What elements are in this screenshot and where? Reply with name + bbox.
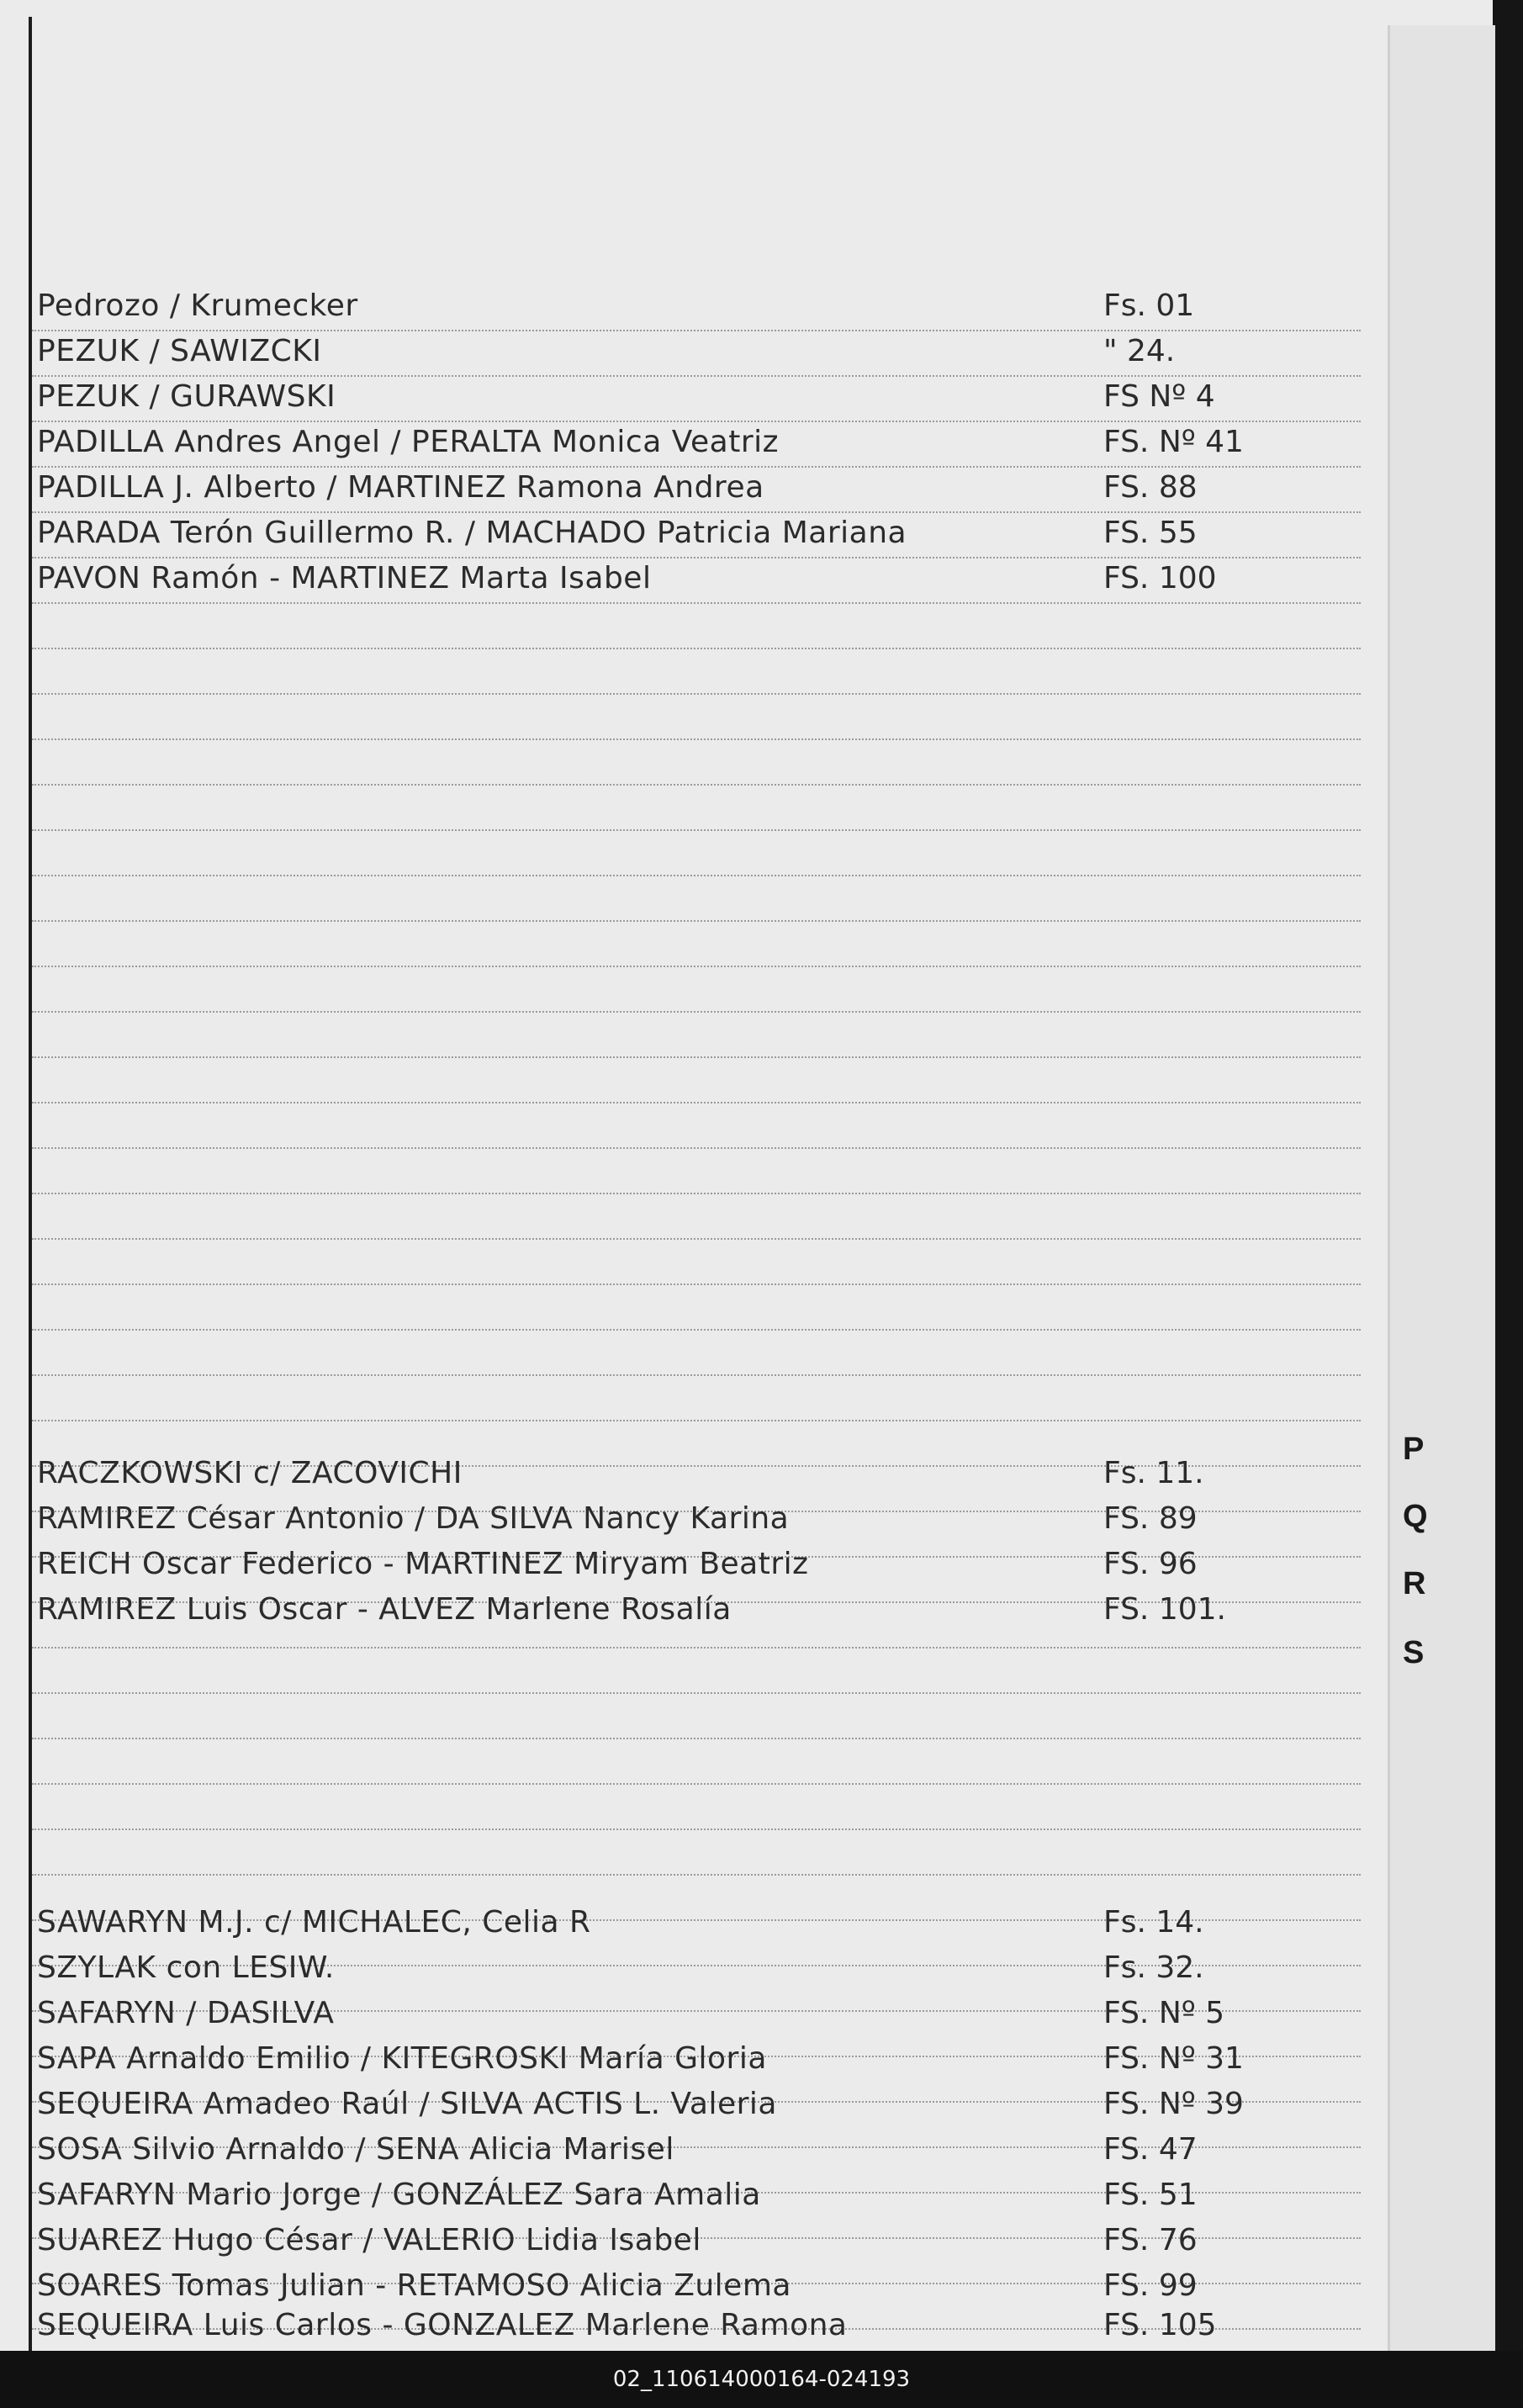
entry-names: SEQUEIRA Luis Carlos - GONZALEZ Marlene Ramona: [37, 2308, 848, 2342]
ledger-entry: [37, 1499, 1366, 1539]
entry-names: SUAREZ Hugo César / VALERIO Lidia Isabel: [37, 2223, 701, 2257]
entry-folio: FS. 89: [1103, 1501, 1198, 1536]
ruled-line: [32, 1147, 1361, 1149]
ledger-entry: [37, 1948, 1366, 1988]
ruled-line: [32, 1783, 1361, 1785]
entry-names: PARADA Terón Guillermo R. / MACHADO Patricia Mariana: [37, 516, 907, 550]
ruled-line: [32, 920, 1361, 922]
ledger-entry: [37, 468, 1366, 508]
ledger-entry: [37, 422, 1366, 463]
ruled-line: [32, 966, 1361, 967]
ledger-entry: [37, 1544, 1366, 1585]
entry-folio: FS Nº 4: [1103, 379, 1215, 414]
entry-names: SEQUEIRA Amadeo Raúl / SILVA ACTIS L. Valeria: [37, 2087, 777, 2121]
entry-folio: Fs. 01: [1103, 288, 1195, 323]
ruled-line: [32, 693, 1361, 695]
entry-names: SAFARYN / DASILVA: [37, 1996, 335, 2030]
ruled-line: [32, 648, 1361, 649]
ruled-line: [32, 1238, 1361, 1240]
entry-folio: FS. Nº 5: [1103, 1996, 1225, 2030]
ledger-entry: [37, 377, 1366, 417]
ruled-line: [32, 1874, 1361, 1876]
entry-names: PAVON Ramón - MARTINEZ Marta Isabel: [37, 561, 652, 595]
ledger-entry: [37, 1590, 1366, 1630]
page-edge: [1388, 25, 1495, 2351]
scan-id: 02_110614000164-024193: [612, 2367, 911, 2392]
entry-names: SOSA Silvio Arnaldo / SENA Alicia Marisel: [37, 2132, 674, 2167]
margin-line: [29, 17, 32, 2351]
ruled-line: [32, 784, 1361, 786]
ruled-line: [32, 1420, 1361, 1421]
ruled-line: [32, 875, 1361, 876]
entry-folio: FS. 105: [1103, 2308, 1217, 2342]
entry-folio: FS. 101.: [1103, 1592, 1226, 1627]
ledger-entry: [37, 1993, 1366, 2034]
entry-names: PEZUK / SAWIZCKI: [37, 334, 322, 368]
entry-folio: FS. 76: [1103, 2223, 1198, 2257]
ruled-line: [32, 1193, 1361, 1194]
entry-folio: FS. 55: [1103, 516, 1198, 550]
entry-names: PADILLA Andres Angel / PERALTA Monica Veatriz: [37, 425, 780, 459]
ruled-line: [32, 1102, 1361, 1103]
entry-names: SZYLAK con LESIW.: [37, 1950, 335, 1985]
ledger-entry: [37, 2084, 1366, 2125]
entry-names: REICH Oscar Federico - MARTINEZ Miryam Beatriz: [37, 1547, 809, 1581]
ledger-entry: [37, 2266, 1366, 2306]
ruled-line: [32, 1647, 1361, 1649]
entry-folio: FS. Nº 39: [1103, 2087, 1244, 2121]
scan-id-footer: [0, 2351, 1523, 2408]
ruled-line: [32, 829, 1361, 831]
index-tab-p[interactable]: P: [1403, 1432, 1425, 1467]
index-tab-r[interactable]: R: [1403, 1566, 1426, 1601]
ledger-entry: [37, 331, 1366, 372]
entry-names: SOARES Tomas Julian - RETAMOSO Alicia Zulema: [37, 2268, 791, 2303]
ledger-entry: [37, 558, 1366, 599]
ledger-entry: [37, 2220, 1366, 2261]
index-tab-s[interactable]: S: [1403, 1635, 1425, 1670]
entry-folio: FS. 99: [1103, 2268, 1198, 2303]
ledger-entry: [37, 2130, 1366, 2170]
ruled-line: [32, 1374, 1361, 1376]
ledger-entry: [37, 286, 1366, 326]
entry-folio: FS. Nº 41: [1103, 425, 1244, 459]
entry-folio: FS. 47: [1103, 2132, 1198, 2167]
ledger-entry: [37, 513, 1366, 553]
entry-names: SAPA Arnaldo Emilio / KITEGROSKI María Gloria: [37, 2041, 767, 2076]
entry-names: SAFARYN Mario Jorge / GONZÁLEZ Sara Amalia: [37, 2178, 761, 2212]
entry-folio: Fs. 11.: [1103, 1456, 1204, 1490]
entry-names: RAMIREZ Luis Oscar - ALVEZ Marlene Rosalía: [37, 1592, 732, 1627]
index-tab-q[interactable]: Q: [1403, 1499, 1428, 1534]
entry-names: SAWARYN M.J. c/ MICHALEC, Celia R: [37, 1905, 591, 1940]
ruled-line: [32, 1329, 1361, 1331]
ruled-line: [32, 602, 1361, 604]
ruled-line: [32, 1692, 1361, 1694]
entry-names: RAMIREZ César Antonio / DA SILVA Nancy Karina: [37, 1501, 790, 1536]
ruled-line: [32, 738, 1361, 740]
entry-folio: FS. 96: [1103, 1547, 1198, 1581]
entry-names: RACZKOWSKI c/ ZACOVICHI: [37, 1456, 463, 1490]
entry-folio: FS. 88: [1103, 470, 1198, 505]
ledger-entry: [37, 2039, 1366, 2079]
entry-names: PADILLA J. Alberto / MARTINEZ Ramona Andrea: [37, 470, 764, 505]
entry-folio: Fs. 14.: [1103, 1905, 1204, 1940]
entry-names: PEZUK / GURAWSKI: [37, 379, 336, 414]
entry-names: Pedrozo / Krumecker: [37, 288, 358, 323]
ledger-entry: [37, 2305, 1366, 2346]
entry-folio: FS. 100: [1103, 561, 1217, 595]
ledger-entry: [37, 2175, 1366, 2215]
entry-folio: FS. Nº 31: [1103, 2041, 1244, 2076]
entry-folio: Fs. 32.: [1103, 1950, 1204, 1985]
ruled-line: [32, 1056, 1361, 1058]
ledger-entry: [37, 1903, 1366, 1943]
ruled-line: [32, 1828, 1361, 1830]
ruled-line: [32, 1283, 1361, 1285]
entry-folio: FS. 51: [1103, 2178, 1198, 2212]
entry-folio: " 24.: [1103, 334, 1176, 368]
ledger-entry: [37, 1453, 1366, 1494]
ruled-line: [32, 1738, 1361, 1739]
ruled-line: [32, 1011, 1361, 1013]
